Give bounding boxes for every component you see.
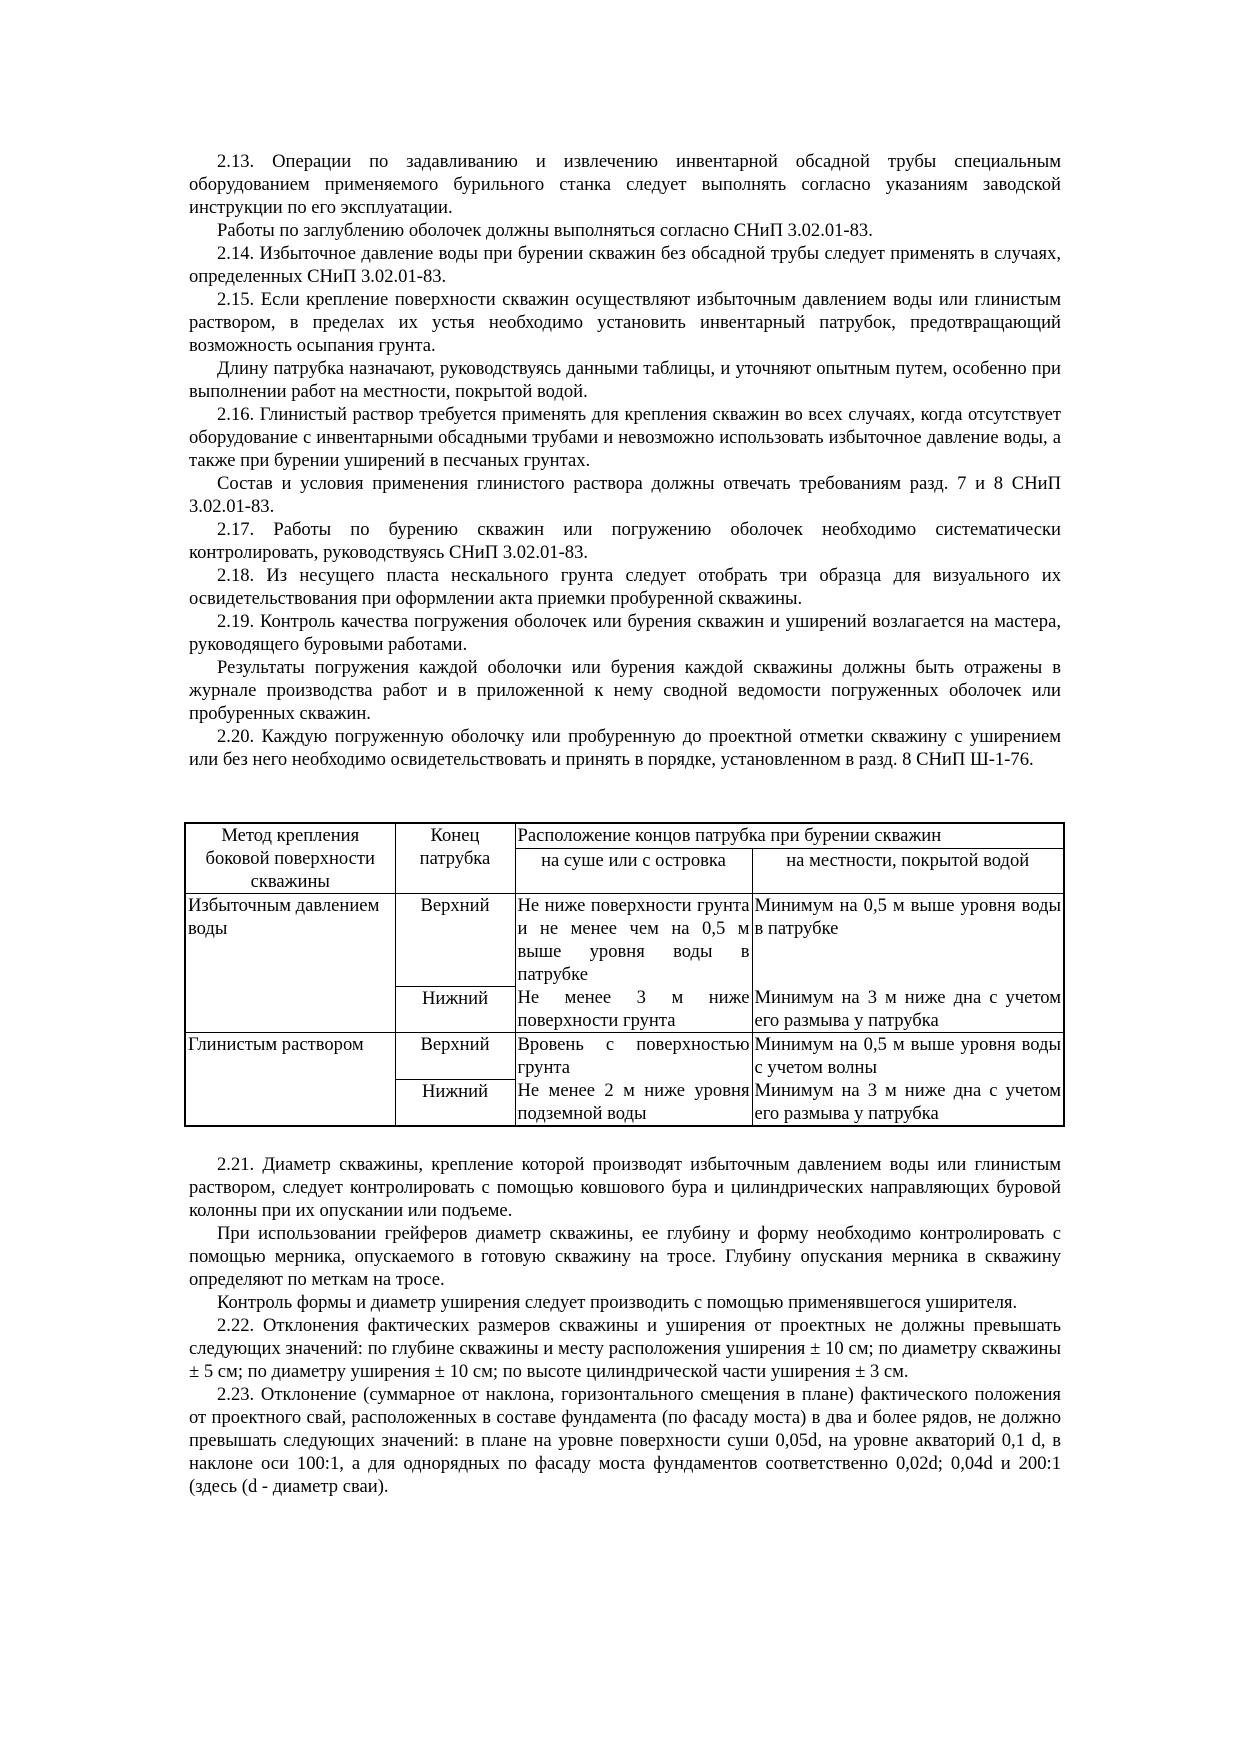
paragraph: При использовании грейферов диаметр скважины, ее глубину и форму необходимо контролировать с помощью мерника, опускаемого в готовую скважину на тросе. Глубину опускания мерника в скважину определяют по меткам на тросе. bbox=[189, 1223, 1061, 1290]
cell-end: Верхний bbox=[395, 1033, 515, 1080]
cell-water: Минимум на 3 м ниже дна с учетом его размыва у патрубка bbox=[752, 986, 1064, 1033]
header-water: на местности, покрытой водой bbox=[752, 849, 1064, 894]
header-end: Конец патрубка bbox=[395, 823, 515, 894]
paragraph: 2.20. Каждую погруженную оболочку или пробуренную до проектной отметки скважину с уширением или без него необходимо освидетельствовать и принять в порядке, установленном в разд. 8 СНиП Ш-1-76. bbox=[189, 726, 1061, 770]
paragraph: 2.15. Если крепление поверхности скважин осуществляют избыточным давлением воды или глинистым раствором, в пределах их устья необходимо установить инвентарный патрубок, предотвращающий возможность осыпания грунта. bbox=[189, 289, 1061, 356]
cell-water: Минимум на 0,5 м выше уровня воды с учетом волны bbox=[752, 1033, 1064, 1080]
table-row bbox=[185, 894, 1064, 987]
paragraph: Состав и условия применения глинистого раствора должны отвечать требованиям разд. 7 и 8 СНиП 3.02.01-83. bbox=[189, 473, 1061, 517]
paragraph: 2.18. Из несущего пласта нескального грунта следует отобрать три образца для визуального их освидетельствования при оформлении акта приемки пробуренной скважины. bbox=[189, 565, 1061, 609]
header-land: на суше или с островка bbox=[515, 849, 752, 894]
paragraph: 2.13. Операции по задавливанию и извлечению инвентарной обсадной трубы специальным оборудованием применяемого бурильного станка следует выполнять согласно указаниям заводской инструкции по его эксплуатации. bbox=[189, 151, 1061, 218]
paragraph: 2.23. Отклонение (суммарное от наклона, горизонтального смещения в плане) фактического положения от проектного свай, расположенных в составе фундамента (по фасаду моста) в два и более рядов, не должно превышать следующих значений: в плане на уровне поверхности суши 0,05d, на уровне акваторий 0,1 d, в наклоне оси 100:1, а для однорядных по фасаду моста фундаментов соответственно 0,02d; 0,04d и 200:1 (здесь (d - диаметр сваи). bbox=[189, 1384, 1061, 1497]
cell-water: Минимум на 0,5 м выше уровня воды в патрубке bbox=[752, 894, 1064, 987]
casing-pipe-table bbox=[184, 822, 1065, 1127]
paragraph: 2.21. Диаметр скважины, крепление которой производят избыточным давлением воды или глинистым раствором, следует контролировать с помощью ковшового бура и цилиндрических направляющих буровой колонны при их опускании или подъеме. bbox=[189, 1154, 1061, 1221]
paragraph: Результаты погружения каждой оболочки или бурения каждой скважины должны быть отражены в журнале производства работ и в приложенной к нему сводной ведомости погруженных оболочек или пробуренных скважин. bbox=[189, 657, 1061, 724]
text-before-table bbox=[189, 150, 1061, 771]
cell-end: Нижний bbox=[395, 1079, 515, 1126]
cell-method: Глинистым раствором bbox=[185, 1033, 395, 1127]
cell-land: Вровень с поверхностью грунта bbox=[515, 1033, 752, 1080]
header-method: Метод крепления боковой поверхности скважины bbox=[185, 823, 395, 894]
cell-end: Нижний bbox=[395, 986, 515, 1033]
cell-method: Избыточным давлением воды bbox=[185, 894, 395, 1033]
paragraph: 2.16. Глинистый раствор требуется применять для крепления скважин во всех случаях, когда отсутствует оборудование с инвентарными обсадными трубами и невозможно использовать избыточное давление воды, а также при бурении уширений в песчаных грунтах. bbox=[189, 404, 1061, 471]
cell-end: Верхний bbox=[395, 894, 515, 987]
cell-water: Минимум на 3 м ниже дна с учетом его размыва у патрубка bbox=[752, 1079, 1064, 1126]
paragraph: 2.17. Работы по бурению скважин или погружению оболочек необходимо систематически контролировать, руководствуясь СНиП 3.02.01-83. bbox=[189, 519, 1061, 563]
table-row bbox=[185, 1033, 1064, 1080]
cell-land: Не менее 2 м ниже уровня подземной воды bbox=[515, 1079, 752, 1126]
header-location: Расположение концов патрубка при бурении скважин bbox=[515, 823, 1064, 849]
paragraph: 2.19. Контроль качества погружения оболочек или бурения скважин и уширений возлагается на мастера, руководящего буровыми работами. bbox=[189, 611, 1061, 655]
paragraph: Работы по заглублению оболочек должны выполняться согласно СНиП 3.02.01-83. bbox=[217, 220, 873, 241]
cell-land: Не менее 3 м ниже поверхности грунта bbox=[515, 986, 752, 1033]
paragraph: 2.14. Избыточное давление воды при бурении скважин без обсадной трубы следует применять в случаях, определенных СНиП 3.02.01-83. bbox=[189, 243, 1061, 287]
cell-land: Не ниже поверхности грунта и не менее чем на 0,5 м выше уровня воды в патрубке bbox=[515, 894, 752, 987]
paragraph: Длину патрубка назначают, руководствуясь данными таблицы, и уточняют опытным путем, особенно при выполнении работ на местности, покрытой водой. bbox=[189, 358, 1061, 402]
text-after-table bbox=[189, 1153, 1061, 1498]
paragraph: 2.22. Отклонения фактических размеров скважины и уширения от проектных не должны превышать следующих значений: по глубине скважины и месту расположения уширения ± 10 см; по диаметру скважины ± 5 см; по диаметру уширения ± 10 см; по высоте цилиндрической части уширения ± 3 см. bbox=[189, 1315, 1061, 1382]
paragraph: Контроль формы и диаметр уширения следует производить с помощью применявшегося уширителя. bbox=[217, 1292, 1018, 1313]
